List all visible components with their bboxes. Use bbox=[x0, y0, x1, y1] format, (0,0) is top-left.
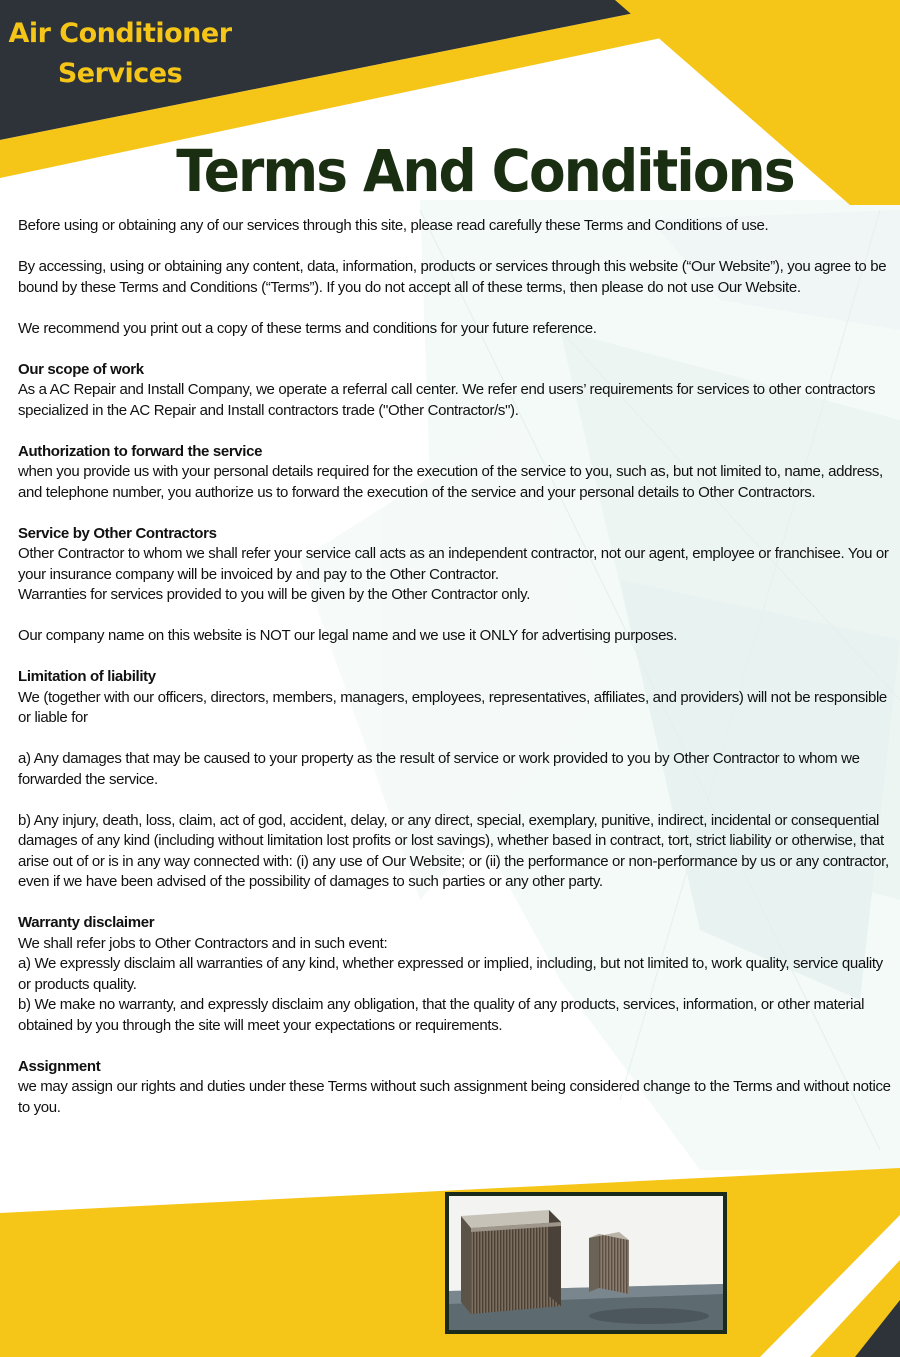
brand-line-2: Services bbox=[57, 58, 183, 89]
paragraph-gap bbox=[18, 647, 898, 668]
section-heading: Authorization to forward the service bbox=[18, 442, 263, 460]
paragraph-gap bbox=[18, 893, 898, 914]
section-text: Our company name on this website is NOT our legal name and we use it ONLY for advertising purposes. bbox=[18, 627, 678, 644]
paragraph-gap bbox=[18, 729, 898, 750]
section-text: Other Contractor to whom we shall refer your service call acts as an independent contractor, not our agent, employee or franchisee. You or your insurance company will be invoiced by and pay to the Other Contractor. bbox=[18, 545, 889, 583]
brand-logo-text bbox=[0, 14, 240, 94]
rooftop-ac-units-image bbox=[449, 1196, 723, 1330]
section-text: We recommend you print out a copy of these terms and conditions for your future reference. bbox=[18, 319, 597, 337]
paragraph-gap bbox=[18, 298, 898, 319]
section-text: b) We make no warranty, and expressly disclaim any obligation, that the quality of any products, services, information, or other material obtained by you through the site will meet your expectations or requirements. bbox=[18, 996, 865, 1034]
section-text: when you provide us with your personal details required for the execution of the service to you, such as, but not limited to, name, address, and telephone number, you authorize us to forward the execution of the service and your personal details to Other Contractors. bbox=[18, 463, 883, 501]
section-text: Before using or obtaining any of our services through this site, please read carefully these Terms and Conditions of use. bbox=[18, 217, 769, 234]
section-heading: Service by Other Contractors bbox=[18, 524, 217, 542]
section-text: a) We expressly disclaim all warranties of any kind, whether expressed or implied, including, but not limited to, work quality, service quality or products quality. bbox=[18, 955, 883, 993]
paragraph-gap bbox=[18, 1036, 898, 1057]
section-text: a) Any damages that may be caused to your property as the result of service or work provided to you by Other Contractor to whom we forwarded the service. bbox=[18, 750, 860, 788]
paragraph-gap bbox=[18, 339, 898, 360]
paragraph-gap bbox=[18, 790, 898, 811]
brand-line-1: Air Conditioner bbox=[8, 18, 232, 49]
section-heading: Assignment bbox=[18, 1057, 101, 1075]
page-title: Terms And Conditions bbox=[176, 137, 794, 205]
section-text: We shall refer jobs to Other Contractors and in such event: bbox=[18, 934, 388, 952]
paragraph-gap bbox=[18, 503, 898, 524]
section-heading: Our scope of work bbox=[18, 360, 144, 378]
paragraph-gap bbox=[18, 237, 898, 258]
paragraph-gap bbox=[18, 606, 898, 627]
air-conditioner-photo bbox=[445, 1192, 727, 1334]
section-text: b) Any injury, death, loss, claim, act of god, accident, delay, or any direct, special, exemplary, punitive, indirect, incidental or consequential damages of any kind (including without limitation lost profits or lost savings), whether based in contract, tort, strict liability or otherwise, that arise out of or is in any way connected with: (i) any use of Our Website; or (ii) the performance or non-performance by us or any contractor, even if we have been advised of the possibility of damages to such parties or any other party. bbox=[18, 811, 889, 890]
section-heading: Warranty disclaimer bbox=[18, 914, 155, 931]
section-text: We (together with our officers, directors, members, managers, employees, representatives, affiliates, and providers) will not be responsible or liable for bbox=[18, 688, 887, 726]
section-text: Warranties for services provided to you will be given by the Other Contractor only. bbox=[18, 586, 531, 603]
section-heading: Limitation of liability bbox=[18, 668, 156, 685]
section-text: By accessing, using or obtaining any content, data, information, products or services through this website (“Our Website”), you agree to be bound by these Terms and Conditions (“Terms”). If you do not accept all of these terms, then please do not use Our Website. bbox=[18, 258, 887, 296]
paragraph-gap bbox=[18, 421, 898, 442]
terms-content bbox=[18, 216, 898, 1118]
section-text: we may assign our rights and duties under these Terms without such assignment being considered change to the Terms and without notice to you. bbox=[18, 1078, 891, 1116]
section-text: As a AC Repair and Install Company, we operate a referral call center. We refer end users’ requirements for services to other contractors specialized in the AC Repair and Install contractors trade ("Other Contractor/s"). bbox=[18, 381, 876, 419]
